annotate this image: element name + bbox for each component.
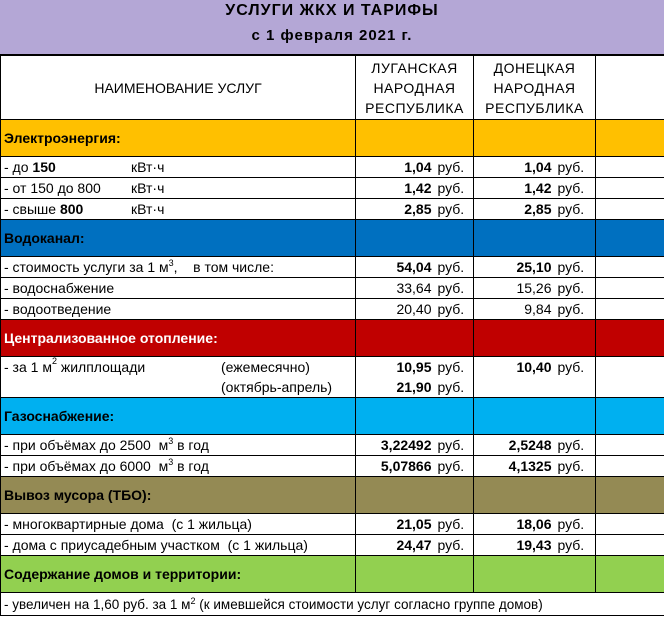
empty-cell bbox=[596, 56, 664, 120]
header-lnr: ЛУГАНСКАЯ НАРОДНАЯ РЕСПУБЛИКА bbox=[356, 56, 474, 120]
table-row: - дома с приусадебным участком (с 1 жильца) 24,47 руб. 19,43 руб. bbox=[1, 535, 664, 556]
category-label: Газоснабжение: bbox=[1, 398, 356, 435]
table-row: - многоквартирные дома (с 1 жильца) 21,05 руб. 18,06 руб. bbox=[1, 514, 664, 535]
table-row: - до 150 кВт·ч 1,04 руб. 1,04 руб. bbox=[1, 157, 664, 178]
category-label: Централизованное отопление: bbox=[1, 320, 356, 357]
unit-label: кВт·ч bbox=[131, 159, 165, 175]
category-heating bbox=[1, 320, 664, 357]
table-row: - водоснабжение 33,64 руб. 15,26 руб. bbox=[1, 278, 664, 299]
category-label: Вывоз мусора (ТБО): bbox=[1, 477, 356, 514]
category-garbage bbox=[1, 477, 664, 514]
table-row: - водоотведение 20,40 руб. 9,84 руб. bbox=[1, 299, 664, 320]
period-monthly: (ежемесячно) bbox=[221, 359, 310, 375]
table-row: - от 150 до 800 кВт·ч 1,42 руб. 1,42 руб. bbox=[1, 178, 664, 199]
table-header-row bbox=[1, 56, 664, 120]
category-housing bbox=[1, 556, 664, 593]
header-services: НАИМЕНОВАНИЕ УСЛУГ bbox=[1, 56, 356, 120]
page-title-banner bbox=[0, 0, 664, 55]
table-row: - стоимость услуги за 1 $м^3$, в том числе: 54,04 руб. 25,10 руб. bbox=[1, 257, 664, 278]
page-subtitle-date: с 1 февраля 2021 г. bbox=[251, 27, 413, 44]
header-dnr: ДОНЕЦКАЯ НАРОДНАЯ РЕСПУБЛИКА bbox=[474, 56, 596, 120]
category-label: Содержание домов и территории: bbox=[1, 556, 356, 593]
unit-label: кВт·ч bbox=[131, 201, 165, 217]
category-water bbox=[1, 220, 664, 257]
page-title: УСЛУГИ ЖКХ И ТАРИФЫ bbox=[225, 2, 439, 19]
table-row: - при объёмах до 2500 $м^3$ в год 3,22492 руб. 2,5248 руб. bbox=[1, 435, 664, 456]
category-label: Водоканал: bbox=[1, 220, 356, 257]
tariff-table bbox=[0, 55, 664, 616]
table-row: - при объёмах до 6000 $м^3$ в год 5,07866 руб. 4,1325 руб. bbox=[1, 456, 664, 477]
category-label: Электроэнергия: bbox=[1, 120, 356, 157]
category-electricity bbox=[1, 120, 664, 157]
table-row: - свыше 800 кВт·ч 2,85 руб. 2,85 руб. bbox=[1, 199, 664, 220]
period-season: (октябрь-апрель) bbox=[221, 379, 333, 395]
category-gas bbox=[1, 398, 664, 435]
table-row: - за 1 $м^2$ жилплощади (ежемесячно) (октябрь-апрель) 10,95 21,90 руб. руб. 10,40 руб. bbox=[1, 357, 664, 398]
table-row: - увеличен на 1,60 руб. за 1 $м^2$ (к имевшейся стоимости услуг согласно группе домов) bbox=[1, 593, 664, 616]
unit-label: кВт·ч bbox=[131, 180, 165, 196]
